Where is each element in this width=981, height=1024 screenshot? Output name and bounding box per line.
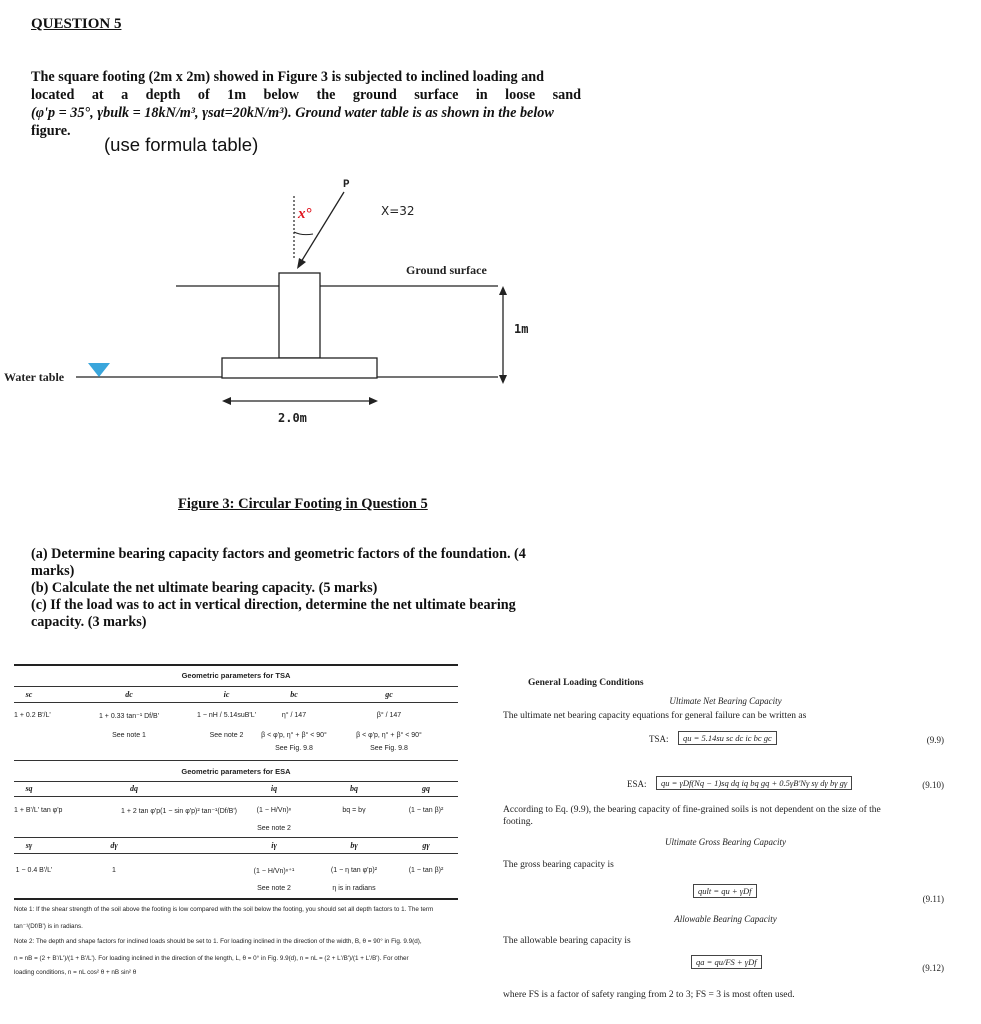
header-cell: gq: [422, 784, 430, 793]
header-cell: dc: [125, 690, 133, 699]
header-cell: gc: [385, 690, 393, 699]
paragraph: The ultimate net bearing capacity equations for general failure can be written as: [503, 711, 807, 721]
esa-equation: qu = γDf(Nq − 1)sq dq iq bq gq + 0.5γB'Nγ sγ dγ bγ gγ: [656, 776, 852, 790]
header-cell: bq: [350, 784, 358, 793]
use-formula-note: (use formula table): [104, 134, 259, 155]
angle-label: x°: [298, 206, 312, 222]
equation-number: (9.12): [922, 963, 944, 973]
ground-surface-label: Ground surface: [406, 263, 487, 277]
task-line: (a) Determine bearing capacity factors and geometric factors of the foundation. (4: [31, 546, 526, 562]
table-rule: [14, 796, 458, 797]
problem-line: located at a depth of 1m below the ground surface in loose sand: [31, 87, 581, 103]
table-rule: [14, 760, 458, 761]
table-rule: [14, 853, 458, 854]
table-rule: [14, 664, 458, 666]
depth-arrow-head: [499, 375, 507, 384]
equation-number: (9.9): [926, 735, 944, 745]
theory-section: [503, 674, 948, 1009]
tsa-cell: 1 + 0.2 B'/L': [14, 712, 51, 719]
task-line: capacity. (3 marks): [31, 614, 147, 630]
equation-number: (9.11): [922, 894, 944, 904]
problem-line: (φ'p = 35°, γbulk = 18kN/m³, γsat=20kN/m³). Ground water table is as shown in the below: [31, 105, 554, 121]
problem-line: figure.: [31, 123, 71, 139]
header-cell: bγ: [350, 841, 358, 850]
tsa-note: See note 1: [112, 732, 146, 739]
esa-cell: (1 − H/Vn)ⁿ⁺¹: [253, 868, 295, 875]
formula-table: [14, 660, 458, 1004]
header-cell: sc: [25, 690, 33, 699]
esa-note: η is in radians: [332, 885, 376, 892]
esa-cell: (1 − tan β)²: [408, 807, 444, 814]
header-cell: iq: [270, 784, 278, 793]
equation-number: (9.10): [922, 780, 944, 790]
tsa-cell: η° / 147: [281, 712, 307, 719]
table-rule: [14, 781, 458, 782]
tsa-note: β < φ'p, η° + β° < 90°: [356, 732, 422, 739]
eq-label: TSA:: [649, 734, 669, 744]
problem-line: The square footing (2m x 2m) showed in Figure 3 is subjected to inclined loading and: [31, 69, 545, 85]
table-rule: [14, 898, 458, 900]
footing-diagram: [0, 170, 981, 490]
task-line: marks): [31, 563, 75, 579]
tsa-fig-ref: See Fig. 9.8: [370, 745, 408, 752]
subheading: Allowable Bearing Capacity: [674, 914, 777, 924]
eq-label: ESA:: [627, 779, 647, 789]
load-arrow-head: [297, 258, 306, 269]
water-table-marker: [88, 363, 110, 377]
header-cell: dγ: [110, 841, 118, 850]
note-line: Note 1: If the shear strength of the soil above the footing is low compared with the soil below the footing, you should set all depth factors to 1. The term: [14, 906, 434, 913]
tsa-fig-ref: See Fig. 9.8: [275, 745, 313, 752]
tsa-note: β < φ'p, η° + β° < 90°: [261, 732, 327, 739]
x-value-label: X=32: [381, 204, 415, 218]
width-label: 2.0m: [278, 411, 307, 425]
esa-title: Geometric parameters for ESA: [181, 767, 291, 776]
paragraph: The allowable bearing capacity is: [503, 936, 631, 946]
depth-label: 1m: [514, 322, 529, 336]
header-cell: dq: [130, 784, 138, 793]
header-cell: sq: [25, 784, 33, 793]
paragraph: The gross bearing capacity is: [503, 860, 614, 870]
problem-statement: [31, 68, 581, 140]
subheading: Ultimate Gross Bearing Capacity: [665, 837, 786, 847]
subheading: Ultimate Net Bearing Capacity: [669, 696, 782, 706]
tsa-cell: β° / 147: [376, 712, 402, 719]
esa-cell: 1 + B'/L' tan φ'p: [14, 807, 63, 814]
esa-cell: (1 − η tan φ'p)²: [330, 867, 378, 874]
note-line: loading conditions, n = nL cos² θ + nB sin² θ: [14, 969, 137, 976]
table-rule: [14, 837, 458, 838]
note-line: n = nB = (2 + B'/L')/(1 + B'/L'). For loading inclined in the direction of the length, L, θ = 0° in Fig. 9.9(d), n = nL = (2 + L'/B')/(1 + L'/B'). For other: [14, 955, 409, 962]
esa-cell: bq = bγ: [342, 807, 366, 814]
header-cell: ic: [223, 690, 230, 699]
esa-cell: (1 − tan β)²: [408, 867, 444, 874]
paragraph: where FS is a factor of safety ranging from 2 to 3; FS = 3 is most often used.: [503, 990, 795, 1000]
header-cell: gγ: [422, 841, 430, 850]
esa-cell: 1 − 0.4 B'/L': [15, 867, 53, 874]
task-line: (b) Calculate the net ultimate bearing capacity. (5 marks): [31, 580, 378, 596]
width-arrow-head: [222, 397, 231, 405]
esa-cell: (1 − H/Vn)ⁿ: [256, 807, 292, 814]
paragraph: According to Eq. (9.9), the bearing capacity of fine-grained soils is not dependent on the size of the: [503, 805, 881, 815]
figure-caption: Figure 3: Circular Footing in Question 5: [178, 496, 428, 512]
task-line: (c) If the load was to act in vertical direction, determine the net ultimate bearing: [31, 597, 516, 613]
angle-arc: [294, 232, 313, 235]
water-table-label: Water table: [4, 370, 65, 384]
esa-note: See note 2: [257, 885, 291, 892]
tsa-note: See note 2: [209, 732, 244, 739]
note-line: tan⁻¹(Df/B') is in radians.: [14, 923, 83, 930]
esa-note: See note 2: [257, 825, 291, 832]
tsa-equation: qu = 5.14su sc dc ic bc gc: [678, 731, 777, 745]
load-label: P: [343, 179, 350, 191]
paragraph: footing.: [503, 817, 533, 827]
table-rule: [14, 686, 458, 687]
esa-cell: 1 + 2 tan φ'p(1 − sin φ'p)² tan⁻¹(Df/B'): [121, 808, 237, 815]
task-list: [31, 546, 576, 631]
section-title: General Loading Conditions: [528, 678, 644, 688]
footing-base: [222, 358, 377, 378]
footing-column: [279, 273, 320, 358]
gross-equation: qult = qu + γDf: [693, 884, 757, 898]
depth-arrow-head: [499, 286, 507, 295]
width-arrow-head: [369, 397, 378, 405]
table-rule: [14, 702, 458, 703]
header-cell: iγ: [271, 841, 277, 850]
note-line: Note 2: The depth and shape factors for inclined loads should be set to 1. For loading inclined in the direction of the width, B, θ = 90° in Fig. 9.9(d),: [14, 938, 422, 945]
load-arrow: [301, 192, 344, 262]
tsa-cell: 1 − nH / 5.14suB'L': [197, 712, 256, 719]
tsa-title: Geometric parameters for TSA: [181, 671, 291, 680]
header-cell: sγ: [25, 841, 33, 850]
esa-cell: 1: [112, 867, 116, 874]
allowable-equation: qa = qu/FS + γDf: [691, 955, 762, 969]
header-cell: bc: [290, 690, 298, 699]
tsa-cell: 1 + 0.33 tan⁻¹ Df/B': [98, 713, 160, 720]
question-heading: QUESTION 5: [31, 16, 122, 32]
